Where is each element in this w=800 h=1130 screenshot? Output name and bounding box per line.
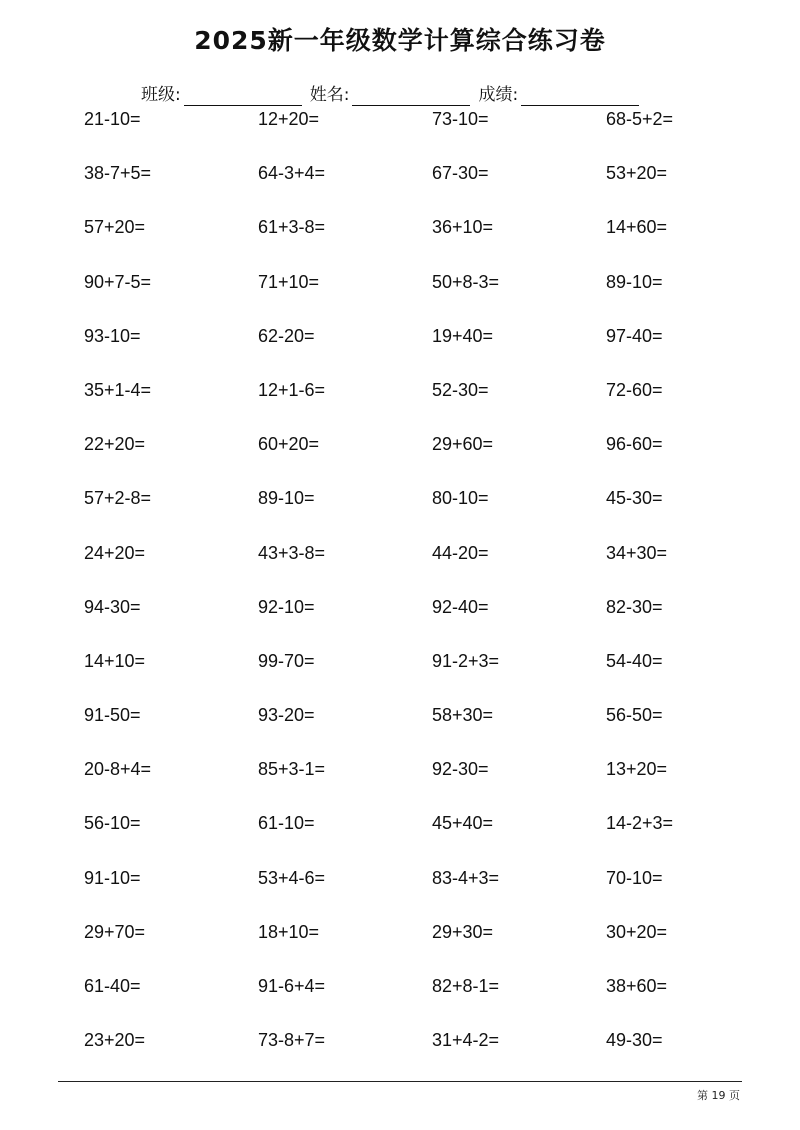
- page-title: 2025新一年级数学计算综合练习卷: [194, 26, 606, 55]
- problem-item: 24+20=: [84, 542, 146, 563]
- problem-item: 18+10=: [258, 921, 320, 942]
- problem-item: 80-10=: [432, 488, 489, 509]
- problem-item: 38+60=: [606, 976, 668, 996]
- problem-item: 43+3-8=: [258, 542, 326, 563]
- page-number: 第 19 页: [697, 1089, 740, 1102]
- problem-item: 53+20=: [606, 163, 668, 184]
- problem-item: 13+20=: [606, 759, 668, 780]
- class-field: [141, 84, 302, 106]
- score-field: [478, 84, 639, 106]
- problem-item: 93-20=: [258, 705, 315, 726]
- score-label: 成绩:: [478, 85, 519, 105]
- problem-item: 91-6+4=: [258, 976, 326, 996]
- problem-item: 89-10=: [258, 488, 315, 509]
- problem-item: 14+10=: [84, 650, 146, 671]
- problem-item: 91-2+3=: [432, 650, 500, 671]
- problem-item: 53+4-6=: [258, 867, 326, 888]
- problem-item: 82-30=: [606, 596, 663, 617]
- problem-item: 89-10=: [606, 271, 663, 292]
- name-field: [310, 84, 471, 106]
- problem-item: 72-60=: [606, 379, 663, 400]
- problem-item: 90+7-5=: [84, 271, 152, 292]
- footer-divider: [58, 1081, 742, 1082]
- problem-item: 35+1-4=: [84, 379, 152, 400]
- problem-item: 60+20=: [258, 434, 320, 455]
- problem-item: 22+20=: [84, 434, 146, 455]
- problem-item: 45+40=: [432, 813, 494, 834]
- problem-item: 50+8-3=: [432, 271, 500, 292]
- problem-item: 61-40=: [84, 976, 141, 996]
- problem-item: 71+10=: [258, 271, 320, 292]
- problem-item: 54-40=: [606, 650, 663, 671]
- problem-item: 68-5+2=: [606, 109, 674, 129]
- problem-item: 99-70=: [258, 650, 315, 671]
- problem-item: 21-10=: [84, 109, 141, 129]
- problem-item: 34+30=: [606, 542, 668, 563]
- problem-item: 57+2-8=: [84, 488, 152, 509]
- problem-item: 67-30=: [432, 163, 489, 184]
- problem-item: 82+8-1=: [432, 976, 500, 996]
- problem-item: 49-30=: [606, 1030, 663, 1051]
- problem-item: 56-50=: [606, 705, 663, 726]
- problem-item: 30+20=: [606, 921, 668, 942]
- problem-item: 56-10=: [84, 813, 141, 834]
- problem-item: 91-50=: [84, 705, 141, 726]
- problem-grid: [84, 104, 784, 1079]
- problem-item: 45-30=: [606, 488, 663, 509]
- problem-item: 91-10=: [84, 867, 141, 888]
- problem-item: 20-8+4=: [84, 759, 152, 780]
- problem-item: 61+3-8=: [258, 217, 326, 238]
- problem-item: 73-10=: [432, 109, 489, 129]
- problem-item: 62-20=: [258, 325, 315, 346]
- problem-item: 44-20=: [432, 542, 489, 563]
- problem-item: 29+60=: [432, 434, 494, 455]
- problem-item: 96-60=: [606, 434, 663, 455]
- problem-item: 29+30=: [432, 921, 494, 942]
- problem-item: 73-8+7=: [258, 1030, 326, 1051]
- problem-item: 57+20=: [84, 217, 146, 238]
- problem-item: 93-10=: [84, 325, 141, 346]
- problem-item: 23+20=: [84, 1030, 146, 1051]
- problem-item: 52-30=: [432, 379, 489, 400]
- problem-item: 83-4+3=: [432, 867, 500, 888]
- name-label: 姓名:: [309, 85, 350, 105]
- problem-item: 12+1-6=: [258, 379, 326, 400]
- problem-item: 31+4-2=: [432, 1030, 500, 1051]
- problem-item: 61-10=: [258, 813, 315, 834]
- problem-item: 92-40=: [432, 596, 489, 617]
- problem-item: 85+3-1=: [258, 759, 326, 780]
- problem-item: 29+70=: [84, 921, 146, 942]
- problem-item: 97-40=: [606, 325, 663, 346]
- problem-item: 58+30=: [432, 705, 494, 726]
- problem-item: 38-7+5=: [84, 163, 152, 184]
- student-info-row: [141, 80, 647, 106]
- problem-item: 14-2+3=: [606, 813, 674, 834]
- problem-item: 92-30=: [432, 759, 489, 780]
- problem-item: 14+60=: [606, 217, 668, 238]
- problem-item: 92-10=: [258, 596, 315, 617]
- problem-item: 94-30=: [84, 596, 141, 617]
- problem-item: 64-3+4=: [258, 163, 326, 184]
- problem-item: 36+10=: [432, 217, 494, 238]
- problem-item: 70-10=: [606, 867, 663, 888]
- class-label: 班级:: [141, 85, 181, 105]
- problem-item: 19+40=: [432, 325, 494, 346]
- problem-item: 12+20=: [258, 109, 320, 129]
